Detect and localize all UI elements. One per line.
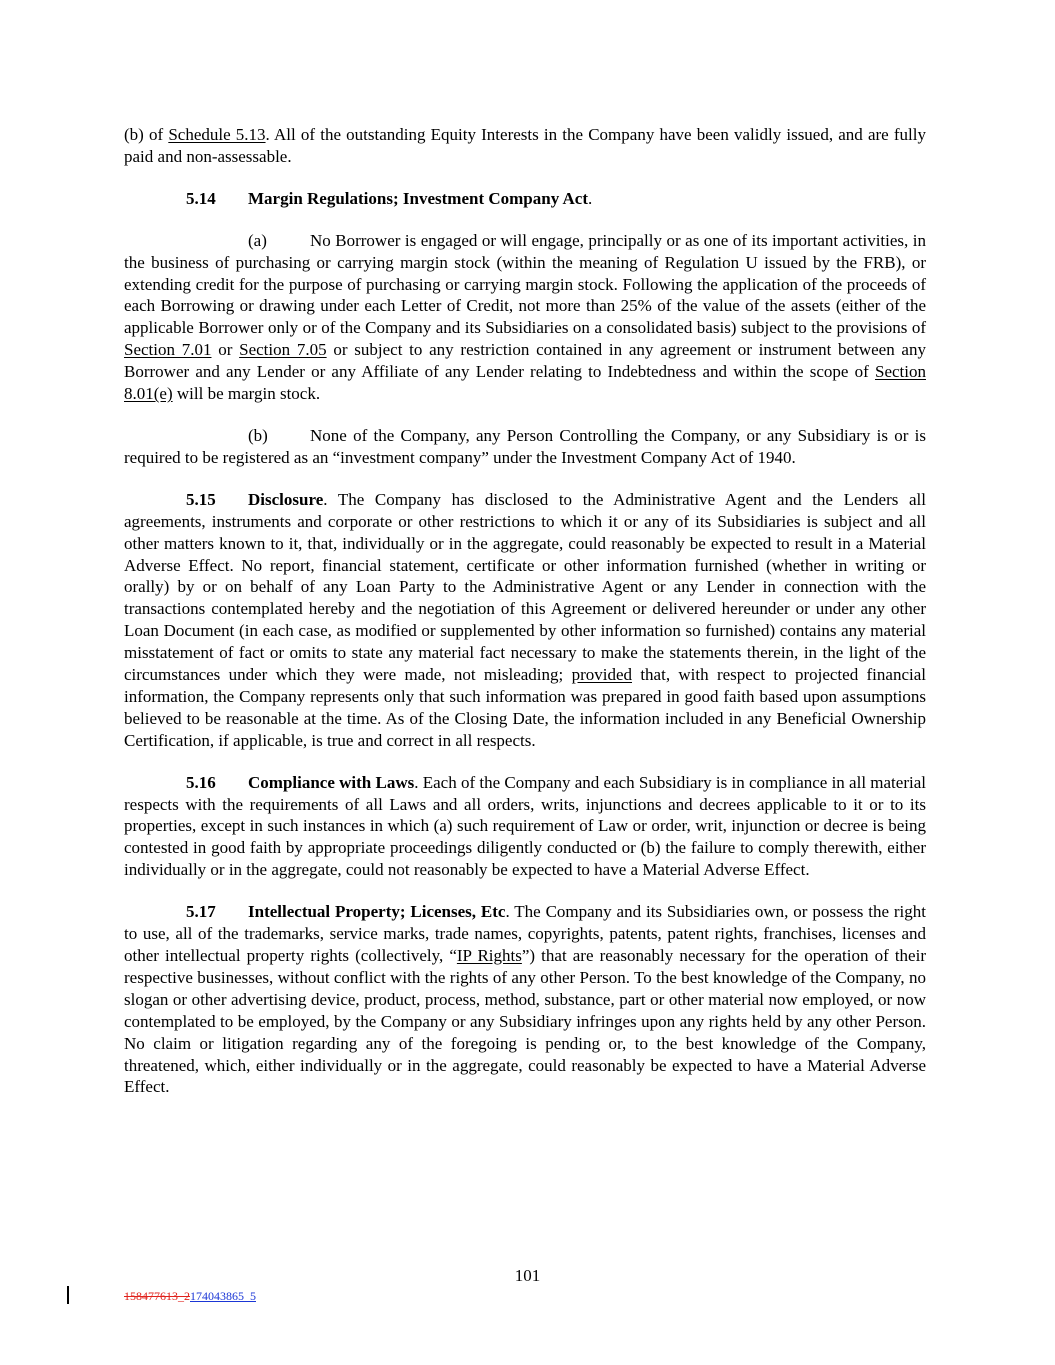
section-5-14-b [124, 425, 926, 469]
subsection-label: (b) [248, 425, 268, 445]
section-5-17 [124, 901, 926, 1098]
text: or [211, 340, 240, 360]
old-document-id: 158477613_2 [124, 1289, 190, 1303]
section-number: 5.17 [186, 902, 216, 922]
section-title: Compliance with Laws [248, 772, 415, 792]
section-number: 5.15 [186, 489, 216, 509]
text: No Borrower is engaged or will engage, principally or as one of its important activities, in the business of purchasing or carrying margin stock (within the meaning of Regulation U issued by the FRB), or extending credit for the purpose of purchasing or carrying margin stock. Following the application of the proceeds of each Borrowing or drawing under each Letter of Credit, not more than 25% of the value of the assets (either of the applicable Borrower only or of the Company and its Subsidiaries on a consolidated basis) subject to the provisions of [124, 230, 926, 338]
section-5-15 [124, 489, 926, 752]
section-5-14-a [124, 230, 926, 405]
schedule-5-13-reference: Schedule 5.13 [168, 125, 266, 144]
document-page [124, 124, 926, 1098]
section-number: 5.14 [186, 188, 216, 208]
ip-rights-term: IP Rights [456, 946, 522, 965]
text: ”) that are reasonably necessary for the operation of their respective businesses, without conflict with the rights of any other Person. To the best knowledge of the Company, no slogan or other advertising device, product, process, method, substance, part or other material now employed, or now contemplated to be employed, by the Company or any Subsidiary infringes upon any rights held by any other Person. No claim or litigation regarding any of the foregoing is pending or, to the best knowledge of the Company, threatened, which, either individually or in the aggregate, could reasonably be expected to have a Material Adverse Effect. [124, 946, 926, 1097]
section-title: Intellectual Property; Licenses, Etc [248, 902, 506, 922]
provided-term: provided [571, 665, 632, 685]
section-title: Disclosure [248, 489, 324, 509]
section-7-05-reference: Section 7.05 [239, 340, 327, 360]
section-title: Margin Regulations; Investment Company Act [248, 188, 588, 208]
subsection-label: (a) [248, 230, 267, 250]
text: . Each of the Company and each Subsidiary is in compliance in all material respects with the requirements of all Laws and all orders, writs, injunctions and decrees applicable to it or to its properties, except in such instances in which (a) such requirement of Law or order, writ, injunction or decree is being contested in good faith by appropriate proceedings diligently conducted or (b) the failure to comply therewith, either individually or in the aggregate, could not reasonably be expected to have a Material Adverse Effect. [124, 772, 926, 880]
page-number: 101 [514, 1266, 541, 1285]
new-document-id: 174043865_5 [190, 1289, 256, 1303]
document-id-footer [124, 1289, 256, 1304]
text: . All of the outstanding Equity Interests in the Company have been validly issued, and are fully paid and non-assessable. [124, 125, 926, 166]
text: . The Company has disclosed to the Administrative Agent and the Lenders all agreements, instruments and corporate or other restrictions to which it or any of its Subsidiaries is subject and all other matters known to it, that, individually or in the aggregate, could reasonably be expected to result in a Material Adverse Effect. No report, financial statement, certificate or other information furnished (whether in writing or orally) by or on behalf of any Loan Party to the Administrative Agent or any Lender in connection with the transactions contemplated hereby and the negotiation of this Agreement or delivered hereunder or under any other Loan Document (in each case, as modified or supplemented by other information so furnished) contains any material misstatement of fact or omits to state any material fact necessary to make the statements therein, in the light of the circumstances under which they were made, not misleading; [124, 489, 926, 685]
text: will be margin stock. [172, 384, 321, 404]
text: that, with respect to projected financial information, the Company represents only that such information was prepared in good faith based upon assumptions believed to be reasonable at the time. As of the Closing Date, the information included in any Beneficial Ownership Certification, if applicable, is true and correct in all respects. [124, 665, 926, 750]
paragraph-continuation [124, 124, 926, 168]
text: or subject to any restriction contained in any agreement or instrument between any Borrower and any Lender or any Affiliate of any Lender relating to Indebtedness and within the scope of [124, 340, 926, 382]
section-5-14-heading [124, 188, 926, 210]
section-7-01-reference: Section 7.01 [124, 340, 212, 360]
text: None of the Company, any Person Controlling the Company, or any Subsidiary is or is required to be registered as an “investment company” under the Investment Company Act of 1940. [124, 425, 926, 467]
section-8-01e-reference: Section 8.01(e) [124, 362, 926, 404]
text: . The Company and its Subsidiaries own, or possess the right to use, all of the trademarks, service marks, trade names, copyrights, patents, patent rights, franchises, licenses and other intellectual property rights (collectively, “ [124, 902, 926, 965]
text: (b) of [124, 125, 169, 144]
text: . [588, 188, 593, 208]
section-number: 5.16 [186, 772, 216, 792]
section-5-16 [124, 772, 926, 882]
change-bar [67, 1286, 69, 1304]
